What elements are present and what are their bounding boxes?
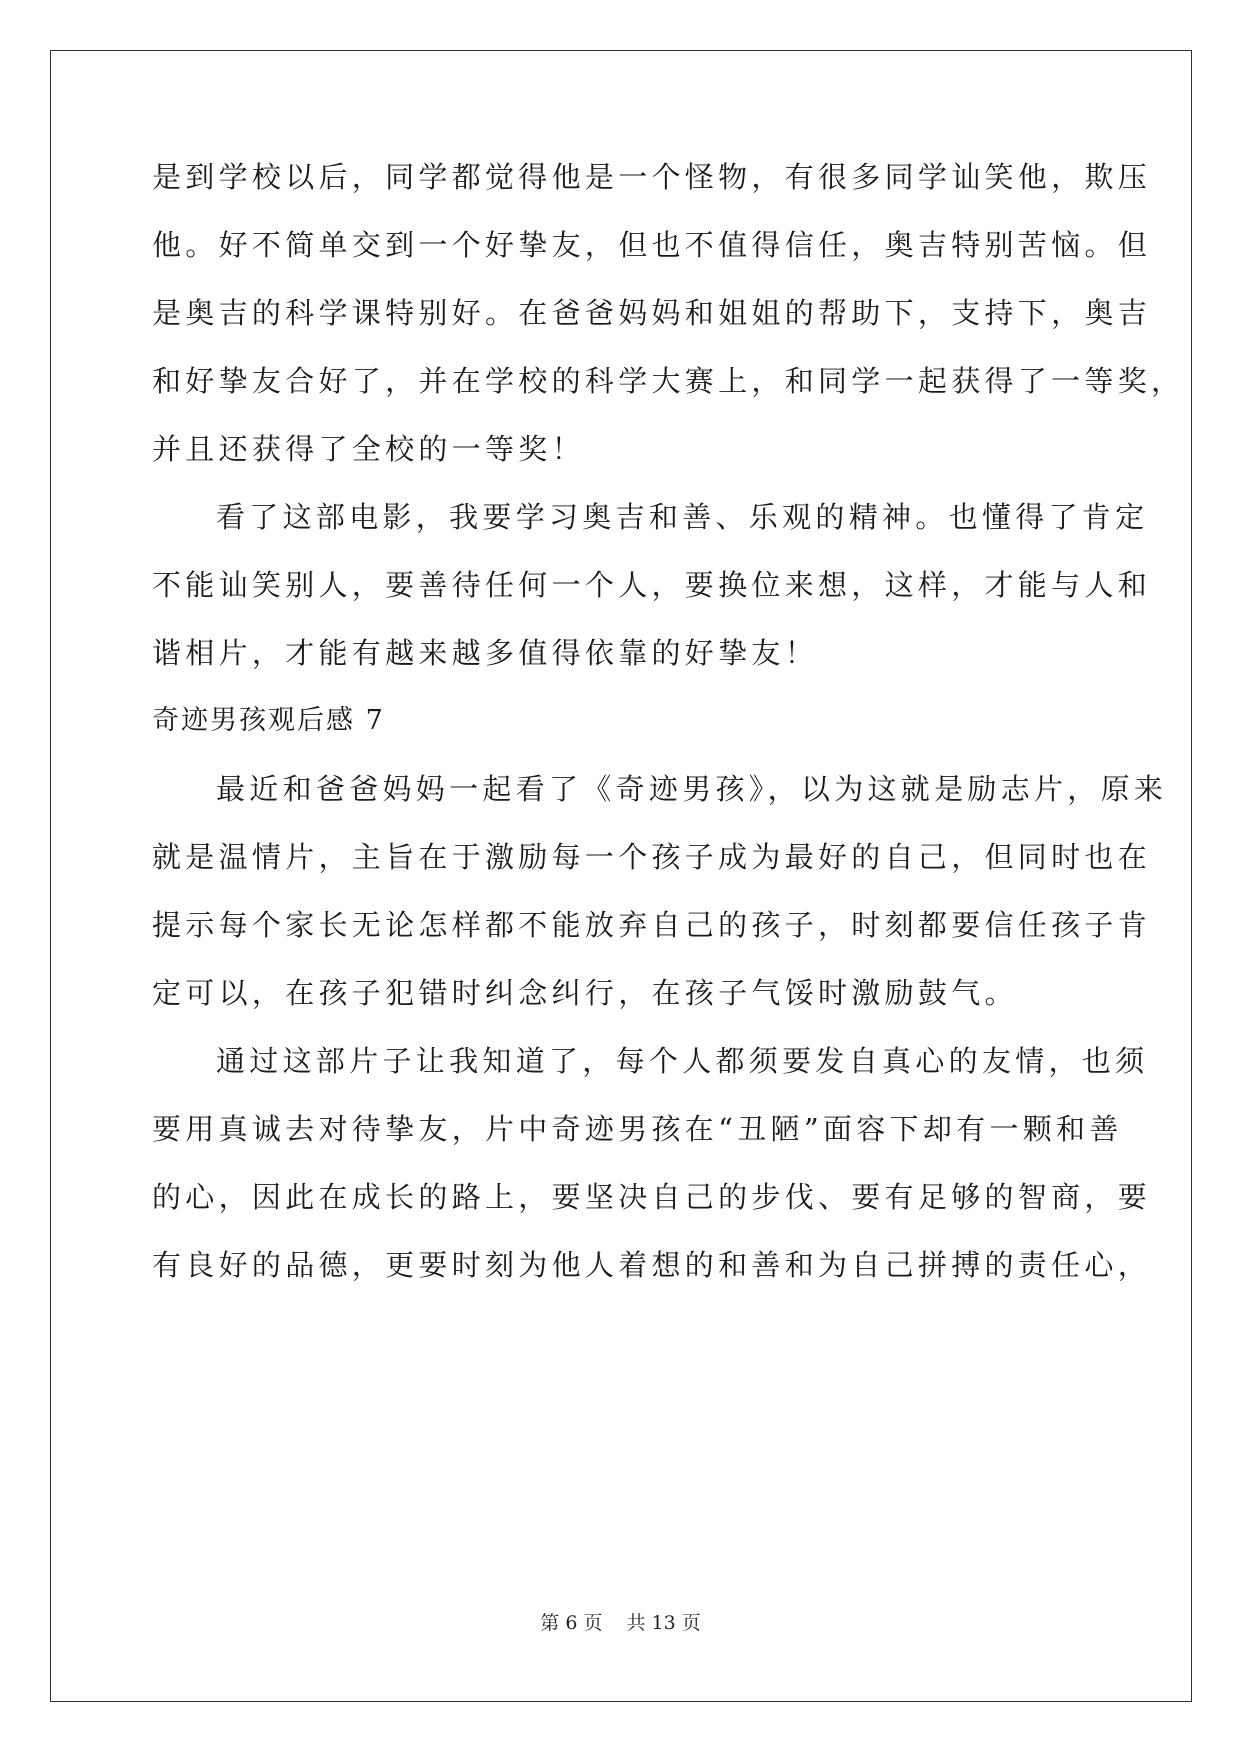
text-line: 通过这部片子让我知道了，每个人都须要发自真心的友情，也须 <box>216 1044 1149 1078</box>
text-line: 的心，因此在成长的路上，要坚决自己的步伐、要有足够的智商，要 <box>152 1180 1152 1214</box>
page-footer <box>0 1610 1241 1636</box>
text-line: 不能讪笑别人，要善待任何一个人，要换位来想，这样，才能与人和 <box>152 568 1152 602</box>
text-line: 和好挚友合好了，并在学校的科学大赛上，和同学一起获得了一等奖， <box>152 364 1185 398</box>
text-line: 谐相片，才能有越来越多值得依靠的好挚友！ <box>152 636 819 670</box>
text-line: 他。好不简单交到一个好挚友，但也不值得信任，奥吉特别苦恼。但 <box>152 228 1152 262</box>
section-heading: 奇迹男孩观后感 7 <box>152 705 385 736</box>
text-line: 是到学校以后，同学都觉得他是一个怪物，有很多同学讪笑他，欺压 <box>152 160 1152 194</box>
text-line: 看了这部电影，我要学习奥吉和善、乐观的精神。也懂得了肯定 <box>216 500 1149 534</box>
text-line: 是奥吉的科学课特别好。在爸爸妈妈和姐姐的帮助下，支持下，奥吉 <box>152 296 1152 330</box>
text-line: 提示每个家长无论怎样都不能放弃自己的孩子，时刻都要信任孩子肯 <box>152 908 1152 942</box>
text-line: 就是温情片，主旨在于激励每一个孩子成为最好的自己，但同时也在 <box>152 840 1152 874</box>
text-line: 最近和爸爸妈妈一起看了《奇迹男孩》，以为这就是励志片，原来 <box>216 772 1168 806</box>
text-line: 有良好的品德，更要时刻为他人着想的和善和为自己拼搏的责任心， <box>152 1248 1152 1282</box>
page-number-current: 第 6 页 <box>540 1612 603 1634</box>
page-number-total: 共 13 页 <box>626 1612 701 1634</box>
text-line: 并且还获得了全校的一等奖！ <box>152 432 585 466</box>
text-line: 要用真诚去对待挚友，片中奇迹男孩在“丑陋”面容下却有一颗和善 <box>152 1112 1123 1146</box>
text-line: 定可以，在孩子犯错时纠念纠行，在孩子气馁时激励鼓气。 <box>152 976 1018 1010</box>
